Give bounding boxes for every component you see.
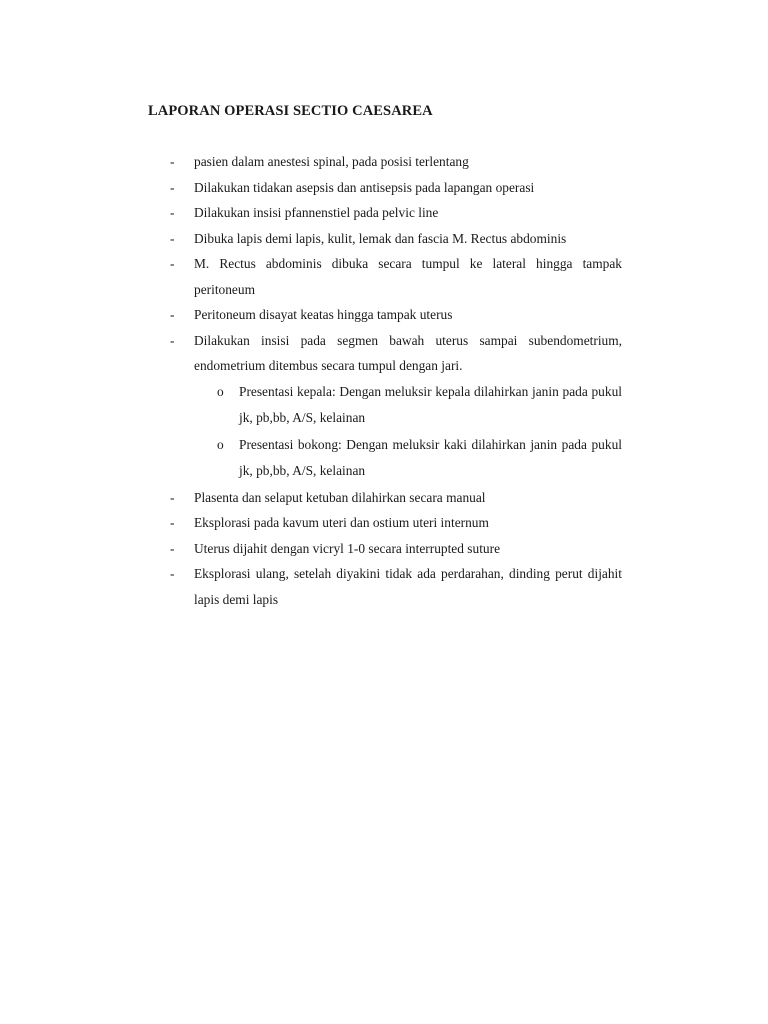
procedure-list	[0, 149, 768, 612]
dash-bullet: -	[170, 256, 175, 271]
document-title: LAPORAN OPERASI SECTIO CAESAREA	[148, 103, 433, 119]
dash-bullet: -	[170, 540, 175, 556]
list-item-text: Dilakukan insisi pfannenstiel pada pelvic line	[194, 205, 439, 220]
dash-bullet: -	[170, 489, 175, 505]
presentation-sub-list	[194, 379, 622, 485]
circle-bullet: o	[217, 436, 224, 452]
sub-list-item-text: Presentasi bokong: Dengan meluksir kaki dilahirkan janin pada pukul jk, pb,bb, A/S, kelainan	[239, 436, 622, 478]
sub-list-item	[194, 379, 622, 432]
dash-bullet: -	[170, 515, 175, 530]
circle-bullet: o	[217, 383, 224, 399]
dash-bullet: -	[170, 154, 175, 169]
dash-bullet: -	[170, 179, 175, 195]
dash-bullet: -	[170, 230, 175, 246]
list-item	[0, 149, 622, 175]
list-item-text: pasien dalam anestesi spinal, pada posisi terlentang	[194, 154, 469, 169]
list-item-text: Dibuka lapis demi lapis, kulit, lemak dan fascia M. Rectus abdominis	[194, 230, 567, 246]
list-item-text: Dilakukan tidakan asepsis dan antisepsis pada lapangan operasi	[194, 179, 535, 195]
list-item-text: M. Rectus abdominis dibuka secara tumpul ke lateral hingga tampak peritoneum	[194, 256, 622, 297]
list-item	[0, 561, 622, 612]
list-item	[0, 200, 622, 226]
list-item	[0, 251, 622, 302]
list-item-text: Plasenta dan selaput ketuban dilahirkan secara manual	[194, 489, 486, 505]
dash-bullet: -	[170, 566, 175, 581]
list-item-text: Peritoneum disayat keatas hingga tampak uterus	[194, 307, 453, 322]
list-item	[0, 302, 622, 328]
sub-list-item	[194, 432, 622, 485]
list-item-text: Eksplorasi ulang, setelah diyakini tidak ada perdarahan, dinding perut dijahit lapis demi lapis	[194, 566, 622, 607]
dash-bullet: -	[170, 307, 175, 322]
list-item-text: Dilakukan insisi pada segmen bawah uterus sampai subendometrium, endometrium ditembus secara tumpul dengan jari.	[194, 332, 622, 373]
list-item	[0, 175, 622, 201]
list-item-text: Eksplorasi pada kavum uteri dan ostium uteri internum	[194, 515, 489, 530]
list-item	[0, 510, 622, 536]
sub-list-item-text: Presentasi kepala: Dengan meluksir kepala dilahirkan janin pada pukul jk, pb,bb, A/S, kelainan	[239, 383, 622, 425]
list-item	[0, 328, 622, 485]
list-item-text: Uterus dijahit dengan vicryl 1-0 secara interrupted suture	[194, 540, 501, 556]
list-item	[0, 226, 622, 252]
list-item	[0, 536, 622, 562]
dash-bullet: -	[170, 332, 175, 348]
dash-bullet: -	[170, 205, 175, 220]
list-item	[0, 485, 622, 511]
